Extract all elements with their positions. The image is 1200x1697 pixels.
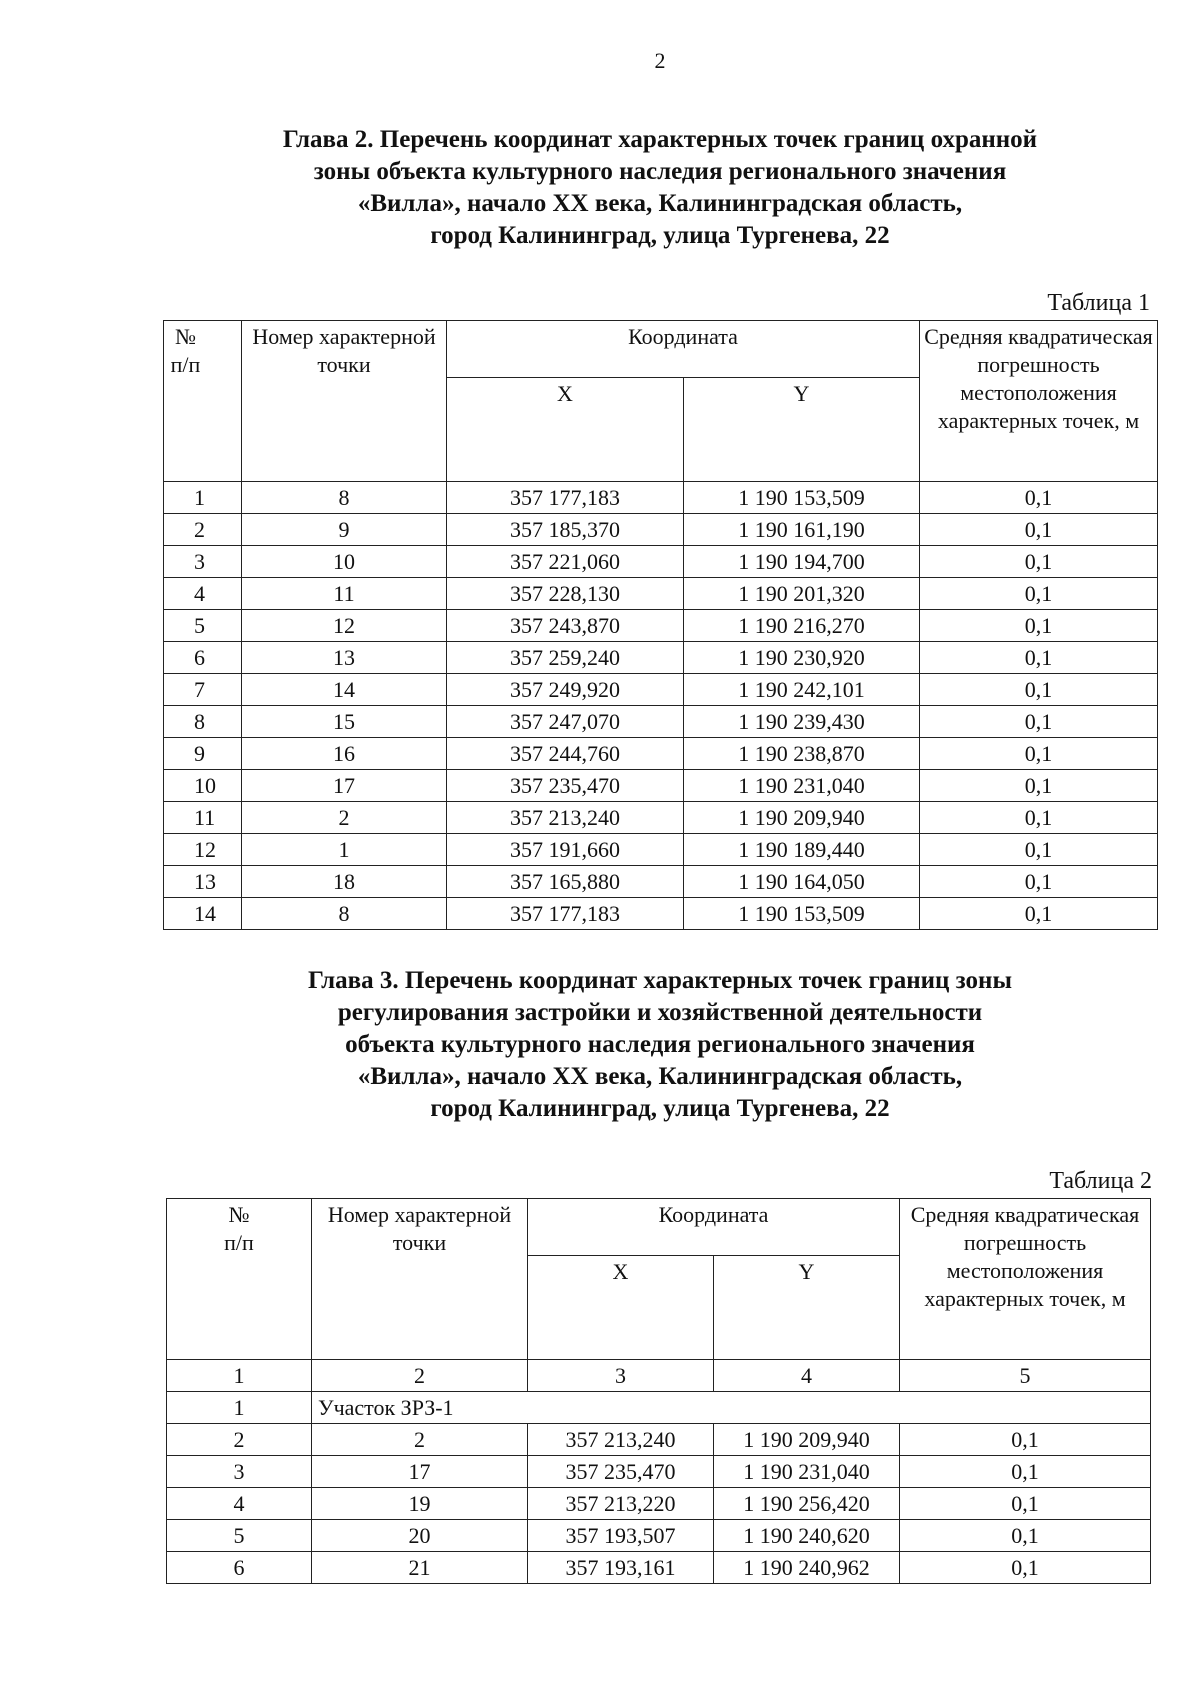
point-number: 1 — [242, 834, 447, 866]
row-number: 1 — [164, 482, 242, 514]
table-1-caption: Таблица 1 — [1047, 290, 1150, 316]
coord-y: 1 190 240,962 — [714, 1552, 900, 1584]
coord-x: 357 228,130 — [447, 578, 684, 610]
table-2-caption: Таблица 2 — [1049, 1168, 1152, 1194]
column-number: 3 — [528, 1360, 714, 1392]
point-number: 2 — [312, 1424, 528, 1456]
column-number: 2 — [312, 1360, 528, 1392]
column-number-row — [167, 1360, 1151, 1392]
table-2-body — [167, 1360, 1151, 1584]
coord-x: 357 213,240 — [528, 1424, 714, 1456]
table-row — [164, 706, 1158, 738]
error-value: 0,1 — [920, 834, 1158, 866]
coord-x: 357 243,870 — [447, 610, 684, 642]
point-number: 10 — [242, 546, 447, 578]
row-number: 2 — [167, 1424, 312, 1456]
point-number: 13 — [242, 642, 447, 674]
coord-y: 1 190 231,040 — [684, 770, 920, 802]
table-row — [164, 610, 1158, 642]
page-number: 2 — [654, 48, 666, 73]
error-value: 0,1 — [920, 706, 1158, 738]
table-row — [167, 1424, 1151, 1456]
header-coordinate: Координата — [528, 1199, 900, 1256]
point-number: 19 — [312, 1488, 528, 1520]
header-point: Номер характерной точки — [242, 321, 447, 482]
table-row — [167, 1488, 1151, 1520]
row-number: 4 — [167, 1488, 312, 1520]
error-value: 0,1 — [920, 610, 1158, 642]
coord-x: 357 193,507 — [528, 1520, 714, 1552]
header-num: № п/п — [164, 321, 242, 482]
table-row — [164, 546, 1158, 578]
error-value: 0,1 — [900, 1552, 1151, 1584]
coord-y: 1 190 231,040 — [714, 1456, 900, 1488]
coord-y: 1 190 209,940 — [714, 1424, 900, 1456]
row-number: 3 — [167, 1456, 312, 1488]
row-number: 3 — [164, 546, 242, 578]
point-number: 14 — [242, 674, 447, 706]
column-number: 4 — [714, 1360, 900, 1392]
coord-x: 357 249,920 — [447, 674, 684, 706]
error-value: 0,1 — [920, 866, 1158, 898]
row-number: 2 — [164, 514, 242, 546]
error-value: 0,1 — [900, 1520, 1151, 1552]
coord-x: 357 213,240 — [447, 802, 684, 834]
point-number: 17 — [312, 1456, 528, 1488]
coord-x: 357 221,060 — [447, 546, 684, 578]
coord-y: 1 190 164,050 — [684, 866, 920, 898]
chapter-3-title-line: регулирования застройки и хозяйственной деятельности — [337, 999, 983, 1026]
coord-y: 1 190 209,940 — [684, 802, 920, 834]
chapter-3-title-line: Глава 3. Перечень координат характерных точек границ зоны — [308, 967, 1012, 994]
error-value: 0,1 — [920, 738, 1158, 770]
coord-y: 1 190 189,440 — [684, 834, 920, 866]
coord-y: 1 190 230,920 — [684, 642, 920, 674]
point-number: 12 — [242, 610, 447, 642]
coord-x: 357 191,660 — [447, 834, 684, 866]
row-number: 6 — [164, 642, 242, 674]
table-row — [164, 770, 1158, 802]
coord-x: 357 259,240 — [447, 642, 684, 674]
chapter-2-title-line: Глава 2. Перечень координат характерных точек границ охранной — [282, 126, 1038, 153]
error-value: 0,1 — [920, 642, 1158, 674]
chapter-3-title-line: объекта культурного наследия регионального значения — [345, 1031, 975, 1058]
error-value: 0,1 — [900, 1424, 1151, 1456]
table-row — [164, 482, 1158, 514]
header-y: Y — [714, 1256, 900, 1360]
coord-x: 357 235,470 — [447, 770, 684, 802]
table-2 — [166, 1198, 1151, 1584]
row-number: 10 — [164, 770, 242, 802]
error-value: 0,1 — [900, 1488, 1151, 1520]
coord-y: 1 190 153,509 — [684, 898, 920, 930]
row-number: 4 — [164, 578, 242, 610]
column-number: 5 — [900, 1360, 1151, 1392]
row-number: 5 — [167, 1520, 312, 1552]
error-value: 0,1 — [920, 898, 1158, 930]
coord-x: 357 235,470 — [528, 1456, 714, 1488]
error-value: 0,1 — [920, 482, 1158, 514]
row-number: 13 — [164, 866, 242, 898]
coord-y: 1 190 256,420 — [714, 1488, 900, 1520]
row-number: 7 — [164, 674, 242, 706]
error-value: 0,1 — [920, 514, 1158, 546]
row-number: 11 — [164, 802, 242, 834]
coord-y: 1 190 194,700 — [684, 546, 920, 578]
point-number: 15 — [242, 706, 447, 738]
chapter-2-title-line: «Вилла», начало XX века, Калининградская область, — [357, 190, 963, 217]
coord-y: 1 190 153,509 — [684, 482, 920, 514]
coord-x: 357 193,161 — [528, 1552, 714, 1584]
point-number: 16 — [242, 738, 447, 770]
header-num: № п/п — [167, 1199, 312, 1360]
coord-y: 1 190 240,620 — [714, 1520, 900, 1552]
table-row — [164, 578, 1158, 610]
coord-y: 1 190 216,270 — [684, 610, 920, 642]
coord-x: 357 213,220 — [528, 1488, 714, 1520]
table-row — [164, 834, 1158, 866]
table-row — [164, 514, 1158, 546]
chapter-3-title — [0, 965, 1200, 1125]
point-number: 17 — [242, 770, 447, 802]
table-row — [167, 1520, 1151, 1552]
error-value: 0,1 — [900, 1456, 1151, 1488]
coord-x: 357 177,183 — [447, 482, 684, 514]
point-number: 11 — [242, 578, 447, 610]
error-value: 0,1 — [920, 802, 1158, 834]
coord-x: 357 244,760 — [447, 738, 684, 770]
table-1 — [163, 320, 1158, 930]
table-row — [167, 1552, 1151, 1584]
row-number: 12 — [164, 834, 242, 866]
point-number: 20 — [312, 1520, 528, 1552]
error-value: 0,1 — [920, 770, 1158, 802]
table-row — [164, 642, 1158, 674]
header-point: Номер характерной точки — [312, 1199, 528, 1360]
table-row — [164, 674, 1158, 706]
row-number: 9 — [164, 738, 242, 770]
header-y: Y — [684, 378, 920, 482]
section-row — [167, 1392, 1151, 1424]
chapter-2-title-line: город Калининград, улица Тургенева, 22 — [430, 222, 890, 249]
table-row — [164, 898, 1158, 930]
chapter-2-title-line: зоны объекта культурного наследия регионального значения — [313, 158, 1007, 185]
header-error: Средняя квадратическая погрешность местоположения характерных точек, м — [920, 321, 1158, 482]
header-x: X — [447, 378, 684, 482]
row-number: 5 — [164, 610, 242, 642]
point-number: 21 — [312, 1552, 528, 1584]
header-x: X — [528, 1256, 714, 1360]
column-number: 1 — [167, 1360, 312, 1392]
point-number: 8 — [242, 482, 447, 514]
coord-x: 357 165,880 — [447, 866, 684, 898]
coord-x: 357 247,070 — [447, 706, 684, 738]
coord-y: 1 190 161,190 — [684, 514, 920, 546]
point-number: 9 — [242, 514, 447, 546]
coord-y: 1 190 239,430 — [684, 706, 920, 738]
point-number: 2 — [242, 802, 447, 834]
chapter-2-title — [0, 124, 1200, 252]
section-num: 1 — [167, 1392, 312, 1424]
coord-y: 1 190 242,101 — [684, 674, 920, 706]
coord-y: 1 190 238,870 — [684, 738, 920, 770]
coord-x: 357 177,183 — [447, 898, 684, 930]
chapter-3-title-line: «Вилла», начало XX века, Калининградская область, — [357, 1063, 963, 1090]
header-coordinate: Координата — [447, 321, 920, 378]
table-1-body — [164, 482, 1158, 930]
row-number: 6 — [167, 1552, 312, 1584]
section-label: Участок ЗРЗ-1 — [312, 1392, 1151, 1424]
table-row — [164, 802, 1158, 834]
error-value: 0,1 — [920, 674, 1158, 706]
point-number: 18 — [242, 866, 447, 898]
table-row — [167, 1456, 1151, 1488]
error-value: 0,1 — [920, 578, 1158, 610]
table-row — [164, 738, 1158, 770]
row-number: 8 — [164, 706, 242, 738]
error-value: 0,1 — [920, 546, 1158, 578]
row-number: 14 — [164, 898, 242, 930]
header-error: Средняя квадратическая погрешность местоположения характерных точек, м — [900, 1199, 1151, 1360]
coord-y: 1 190 201,320 — [684, 578, 920, 610]
point-number: 8 — [242, 898, 447, 930]
table-row — [164, 866, 1158, 898]
chapter-3-title-line: город Калининград, улица Тургенева, 22 — [430, 1095, 890, 1122]
coord-x: 357 185,370 — [447, 514, 684, 546]
